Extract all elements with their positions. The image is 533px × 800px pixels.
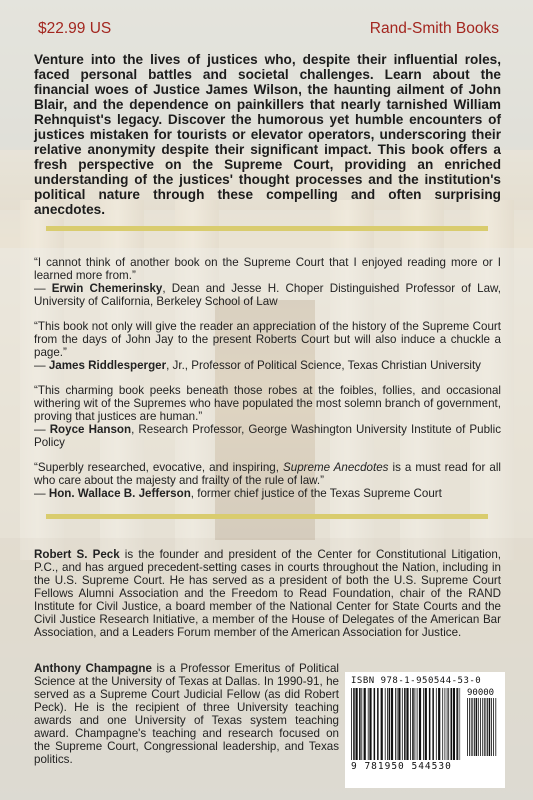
barcode-bar: [374, 688, 376, 760]
barcode-bar: [469, 698, 470, 756]
barcode-bar: [429, 688, 431, 760]
barcode-bar: [389, 688, 391, 760]
barcode-bar: [482, 698, 483, 756]
barcode-bar: [377, 688, 379, 760]
barcode-bar: [436, 688, 437, 760]
barcode-bar: [387, 688, 388, 760]
barcode-bar: [467, 698, 468, 756]
barcode-bar: [397, 688, 398, 760]
barcode-bar: [478, 698, 479, 756]
barcode-bar: [459, 688, 460, 760]
endorsements: [34, 256, 501, 512]
endorsement-quote: [34, 256, 501, 308]
barcode-bar: [368, 688, 369, 760]
barcode-bar: [487, 698, 488, 756]
addon-number: 90000: [467, 688, 495, 698]
quote-text: “This charming book peeks beneath those robes at the foibles, follies, and occasional withering wit of the Supremes who have populated the most solemn branch of government, proving that justices are human.”: [34, 384, 501, 423]
quote-author: James Riddlesperger: [48, 359, 167, 372]
barcode-bar: [417, 688, 418, 760]
barcode-bar: [369, 688, 371, 760]
quote-dash: —: [34, 359, 49, 372]
quote-dash: —: [34, 423, 50, 436]
barcode-bar: [415, 688, 416, 760]
isbn-barcode: [345, 672, 505, 788]
quote-author: Royce Hanson: [49, 423, 132, 436]
barcode-bar: [385, 688, 386, 760]
barcode-bar: [476, 698, 478, 756]
author-bio-text: is a Professor Emeritus of Political Science at the University of Texas at Dallas. In 1990-91, he served as a Supreme Court Judicial Fellow (as did Robert Peck). He is the recipient of three University teaching awards and one University of Texas system teaching award. Champagne's teaching and research focused on the Supreme Court, Congressional leadership, and Texas politics.: [34, 662, 339, 766]
author-name: Robert S. Peck: [34, 548, 120, 561]
barcode-bar: [351, 688, 352, 760]
ean-barcode: [351, 688, 461, 760]
endorsement-quote: [34, 461, 501, 500]
endorsement-quote: [34, 320, 501, 372]
barcode-bar: [438, 688, 440, 760]
endorsement-quote: [34, 384, 501, 449]
barcode-bar: [491, 698, 492, 756]
author-bio: [34, 548, 501, 639]
barcode-digits: 9 781950 544530: [351, 761, 452, 772]
barcode-bar: [456, 688, 458, 760]
barcode-bar: [442, 688, 443, 760]
barcode-bar: [419, 688, 421, 760]
quote-text: “This book not only will give the reader an appreciation of the history of the Supreme Court from the days of John Jay to the present Roberts Court but will also induce a chuckle a page.”: [34, 320, 501, 359]
barcode-bar: [381, 688, 383, 760]
barcode-bar: [471, 698, 472, 756]
author-name: Anthony Champagne: [34, 662, 152, 675]
barcode-bar: [412, 688, 414, 760]
quote-author: Hon. Wallace B. Jefferson: [48, 487, 191, 500]
barcode-bar: [451, 688, 453, 760]
barcode-bar: [395, 688, 396, 760]
barcode-bar: [445, 688, 446, 760]
barcode-bar: [448, 688, 449, 760]
barcode-bar: [472, 698, 473, 756]
barcode-bar: [453, 688, 455, 760]
barcode-bar: [391, 688, 393, 760]
addon-code: [467, 688, 497, 756]
barcode-bar: [406, 688, 408, 760]
barcode-bar: [489, 698, 491, 756]
barcode-bar: [495, 698, 496, 756]
isbn-number: ISBN 978-1-950544-53-0: [351, 676, 482, 686]
quote-affiliation: , Research Professor, George Washington University Institute of Public Policy: [34, 423, 501, 449]
author-bio-text: is the founder and president of the Center for Constitutional Litigation, P.C., and has argued precedent-setting cases in courts throughout the Nation, including in the U.S. Supreme Court. He has served as a president of both the U.S. Supreme Court Fellows Alumni Association and the Freedom to Read Foundation, chair of the RAND Institute for Civil Justice, a board member of the National Center for State Courts and the Civil Justice Research Initiative, a member of the House of Delegates of the American Bar Association, and a Leaders Forum member of the American Association for Justice.: [34, 548, 501, 639]
barcode-bar: [493, 698, 494, 756]
quote-text: “Superbly researched, evocative, and inspiring,: [34, 461, 284, 474]
quote-affiliation: , Dean and Jesse H. Choper Distinguished Professor of Law, University of California, Berkeley School of Law: [34, 282, 501, 308]
quote-author: Erwin Chemerinsky: [51, 282, 163, 295]
book-blurb: Venture into the lives of justices who, despite their influential roles, faced personal battles and societal challenges. Learn about the financial woes of Justice James Wilson, the haunting ailment of John Blair, and the dependence on painkillers that nearly tarnished William Rehnquist's legacy. Discover the humorous yet humble encounters of justices mistaken for tourists or elevator operators, underscoring their relative anonymity despite their significant impact. This book offers a fresh perspective on the Supreme Court, providing an enriched understanding of the justices' thought processes and the institution's political nature through these compelling and often surprising anecdotes.: [34, 52, 501, 217]
barcode-bar: [423, 688, 424, 760]
barcode-bar: [404, 688, 406, 760]
book-title: Supreme Anecdotes: [283, 461, 389, 474]
barcode-bar: [398, 688, 400, 760]
barcode-bars: [351, 688, 499, 760]
quote-dash: —: [34, 282, 52, 295]
author-bio: [34, 662, 339, 766]
barcode-bar: [484, 698, 485, 756]
divider-rule: [46, 226, 488, 231]
barcode-bar: [480, 698, 481, 756]
barcode-bar: [361, 688, 362, 760]
barcode-bar: [486, 698, 487, 756]
barcode-bar: [410, 688, 411, 760]
barcode-bar: [356, 688, 358, 760]
barcode-bar: [359, 688, 361, 760]
barcode-bar: [474, 698, 475, 756]
quote-affiliation: , former chief justice of the Texas Supreme Court: [190, 487, 442, 500]
barcode-bar: [353, 688, 355, 760]
barcode-bar: [432, 688, 434, 760]
quote-text: “I cannot think of another book on the Supreme Court that I enjoyed reading more or I learned more from.”: [34, 256, 501, 282]
quote-text: is a must read for all who care about the majesty and frailty of the rule of law.”: [34, 461, 502, 487]
addon-barcode: [467, 698, 497, 756]
barcode-bar: [364, 688, 366, 760]
publisher-label: Rand-Smith Books: [369, 20, 499, 37]
barcode-bar: [447, 688, 448, 760]
quote-affiliation: , Jr., Professor of Political Science, Texas Christian University: [166, 359, 481, 372]
barcode-bar: [425, 688, 427, 760]
divider-rule: [46, 514, 488, 519]
quote-dash: —: [34, 487, 49, 500]
barcode-bar: [402, 688, 403, 760]
price-label: $22.99 US: [38, 20, 112, 37]
